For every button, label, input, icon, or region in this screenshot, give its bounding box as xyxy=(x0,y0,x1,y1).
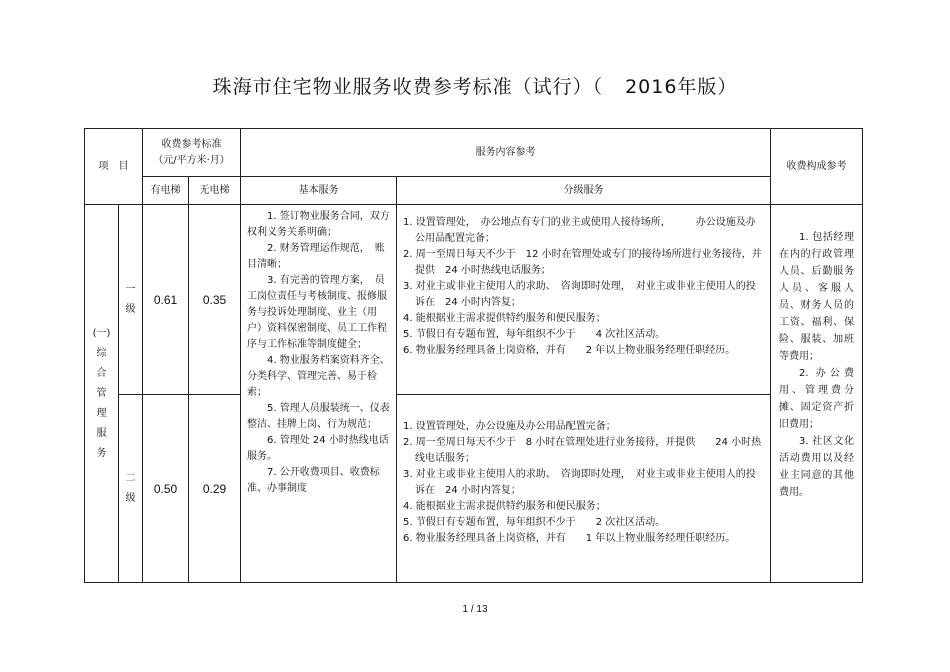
header-service-ref: 服务内容参考 xyxy=(241,129,771,177)
category-char: 综 xyxy=(96,347,107,359)
fee-unit-label: （元/平方米·月） xyxy=(153,154,230,166)
header-with-elevator: 有电梯 xyxy=(143,177,189,205)
graded-item: 5. 节假日有专题布置，每年组织不少于 2 次社区活动。 xyxy=(403,517,666,528)
fee-standard-table xyxy=(84,128,863,583)
category-cell xyxy=(85,205,119,583)
level-char: 级 xyxy=(125,492,136,504)
level-char: 一 xyxy=(125,283,136,295)
level-1-name xyxy=(119,205,143,395)
level-char: 级 xyxy=(125,303,136,315)
graded-item: 1. 设置管理处， 办公地点有专门的业主或使用人接待场所， 办公设施及办公用品配置完备； xyxy=(403,217,756,244)
level-2-name xyxy=(119,395,143,583)
header-cost-ref: 收费构成参考 xyxy=(771,129,863,205)
document-title xyxy=(0,72,950,99)
basic-service-cell xyxy=(241,205,397,583)
level-2-with-elevator: 0.50 xyxy=(143,395,189,583)
level-2-without-elevator: 0.29 xyxy=(189,395,241,583)
cost-item: 2. 办公费用、管理费分摊、固定资产折旧费用； xyxy=(779,368,854,430)
category-char: 合 xyxy=(96,367,107,379)
basic-item: 3. 有完善的管理方案， 员工岗位责任与考核制度、报修服务与投诉处理制度、业主（用户）资料保密制度、员工工作程序与工作标准等制度健全； xyxy=(247,275,387,350)
level-2-graded-service xyxy=(397,395,771,583)
page-number: 1 / 13 xyxy=(462,604,488,615)
graded-item: 6. 物业服务经理具备上岗资格，并有 2 年以上物业服务经理任职经历。 xyxy=(403,345,736,356)
cost-item: 1. 包括经理在内的行政管理人员、后勤服务人员、客服人员、财务人员的工资、福利、保险、服装、加班等费用； xyxy=(779,232,854,362)
graded-item: 3. 对业主或非业主使用人的求助、 咨询即时处理， 对业主或非业主使用人的投诉在 24 小时内答复； xyxy=(403,281,756,308)
title-text: 珠海市住宅物业服务收费参考标准（试行）（ xyxy=(212,76,604,98)
basic-item: 7. 公开收费项目、收费标准、办事制度 xyxy=(247,467,380,494)
basic-item: 1. 签订物业服务合同，双方权利义务关系明确； xyxy=(247,211,390,238)
graded-item: 4. 能根据业主需求提供特约服务和便民服务； xyxy=(403,313,606,324)
graded-item: 5. 节假日有专题布置，每年组织不少于 4 次社区活动。 xyxy=(403,329,666,340)
header-fee-standard xyxy=(143,129,241,177)
category-char: (一) xyxy=(92,327,111,339)
level-char: 二 xyxy=(125,472,136,484)
cost-item: 3. 社区文化活动费用以及经业主同意的其他费用。 xyxy=(779,436,854,498)
graded-item: 3. 对业主或非业主使用人的求助、 咨询即时处理， 对业主或非业主使用人的投诉在 24 小时内答复； xyxy=(403,469,756,496)
category-char: 理 xyxy=(96,407,107,419)
cost-composition-cell xyxy=(771,205,863,583)
header-without-elevator: 无电梯 xyxy=(189,177,241,205)
graded-item: 4. 能根据业主需求提供特约服务和便民服务； xyxy=(403,501,606,512)
category-char: 务 xyxy=(96,447,107,459)
title-year: 2016年版） xyxy=(625,76,738,98)
basic-item: 2. 财务管理运作规范， 账目清晰； xyxy=(247,243,385,270)
graded-item: 2. 周一至周日每天不少于 8 小时在管理处进行业务接待，并提供 24 小时热线电话服务； xyxy=(403,437,762,464)
category-char: 服 xyxy=(96,427,107,439)
basic-item: 5. 管理人员服装统一、仪表整洁、挂牌上岗、行为规范； xyxy=(247,403,390,430)
category-char: 管 xyxy=(96,387,107,399)
header-item: 项 目 xyxy=(85,129,143,205)
basic-item: 4. 物业服务档案资料齐全、分类科学、管理完善、易于检索； xyxy=(247,355,390,398)
header-basic-service: 基本服务 xyxy=(241,177,397,205)
fee-standard-label: 收费参考标准 xyxy=(161,138,222,150)
graded-item: 1. 设置管理处，办公设施及办公用品配置完备； xyxy=(403,421,616,432)
level-1-graded-service xyxy=(397,205,771,395)
graded-item: 6. 物业服务经理具备上岗资格，并有 1 年以上物业服务经理任职经历。 xyxy=(403,533,736,544)
basic-item: 6. 管理处 24 小时热线电话服务。 xyxy=(247,435,389,462)
header-graded-service: 分级服务 xyxy=(397,177,771,205)
graded-item: 2. 周一至周日每天不少于 12 小时在管理处或专门的接待场所进行业务接待，并提供 24 小时热线电话服务； xyxy=(403,249,762,276)
level-1-with-elevator: 0.61 xyxy=(143,205,189,395)
level-1-without-elevator: 0.35 xyxy=(189,205,241,395)
